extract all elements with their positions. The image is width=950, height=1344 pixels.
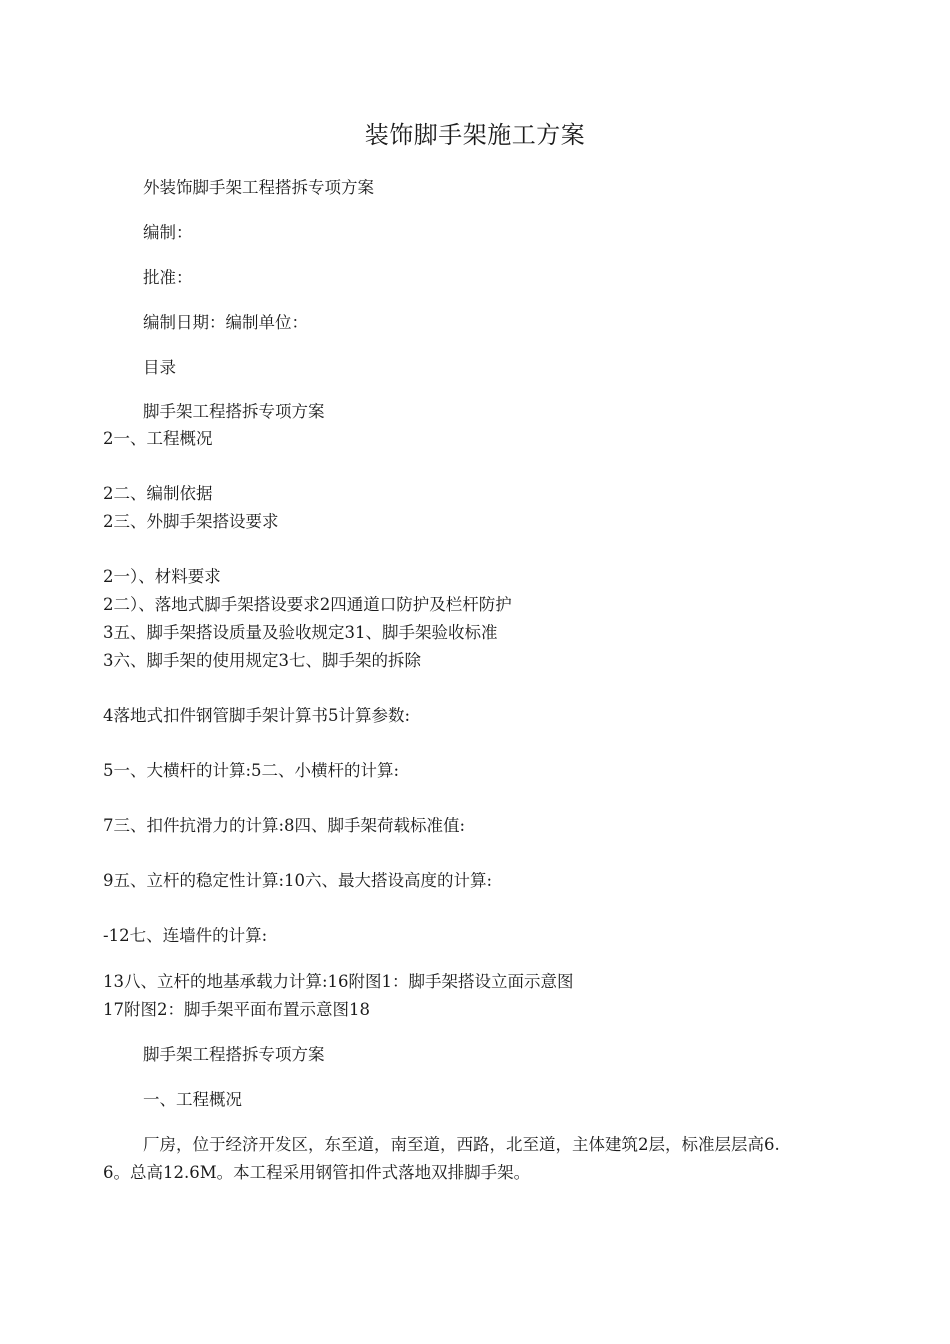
toc-line: -12七、连墙件的计算: [103, 926, 268, 945]
toc-title: 脚手架工程搭拆专项方案 [143, 402, 325, 421]
date-unit-field: 编制日期：编制单位： [143, 313, 308, 332]
section-heading: 一、工程概况 [143, 1090, 242, 1109]
toc-line: 17附图2：脚手架平面布置示意图18 [103, 1000, 370, 1019]
toc-line: 7三、扣件抗滑力的计算:8四、脚手架荷载标准值: [103, 816, 466, 835]
toc-line: 13八、立杆的地基承载力计算:16附图1：脚手架搭设立面示意图 [103, 972, 574, 991]
paragraph-line: 厂房，位于经济开发区，东至道，南至道，西路，北至道，主体建筑2层，标准层层高6. [143, 1135, 780, 1154]
toc-line: 2一、工程概况 [103, 429, 213, 448]
toc-line: 4落地式扣件钢管脚手架计算书5计算参数: [103, 706, 411, 725]
toc-line: 3六、脚手架的使用规定3七、脚手架的拆除 [103, 651, 421, 670]
toc-line: 2二）、落地式脚手架搭设要求2四通道口防护及栏杆防护 [103, 595, 512, 614]
toc-line: 5一、大横杆的计算:5二、小横杆的计算: [103, 761, 400, 780]
toc-line: 3五、脚手架搭设质量及验收规定31、脚手架验收标准 [103, 623, 498, 642]
toc-line: 9五、立杆的稳定性计算:10六、最大搭设高度的计算: [103, 871, 493, 890]
document-subtitle: 外装饰脚手架工程搭拆专项方案 [143, 178, 374, 197]
toc-line: 2二、编制依据 [103, 484, 213, 503]
compiled-by-field: 编制： [143, 223, 193, 242]
approved-by-field: 批准： [143, 268, 193, 287]
paragraph-line: 6。总高12.6M。本工程采用钢管扣件式落地双排脚手架。 [103, 1163, 531, 1182]
document-title: 装饰脚手架施工方案 [364, 121, 586, 149]
toc-line: 2三、外脚手架搭设要求 [103, 512, 279, 531]
body-heading: 脚手架工程搭拆专项方案 [143, 1045, 325, 1064]
toc-heading: 目录 [143, 358, 176, 377]
toc-line: 2一）、材料要求 [103, 567, 221, 586]
